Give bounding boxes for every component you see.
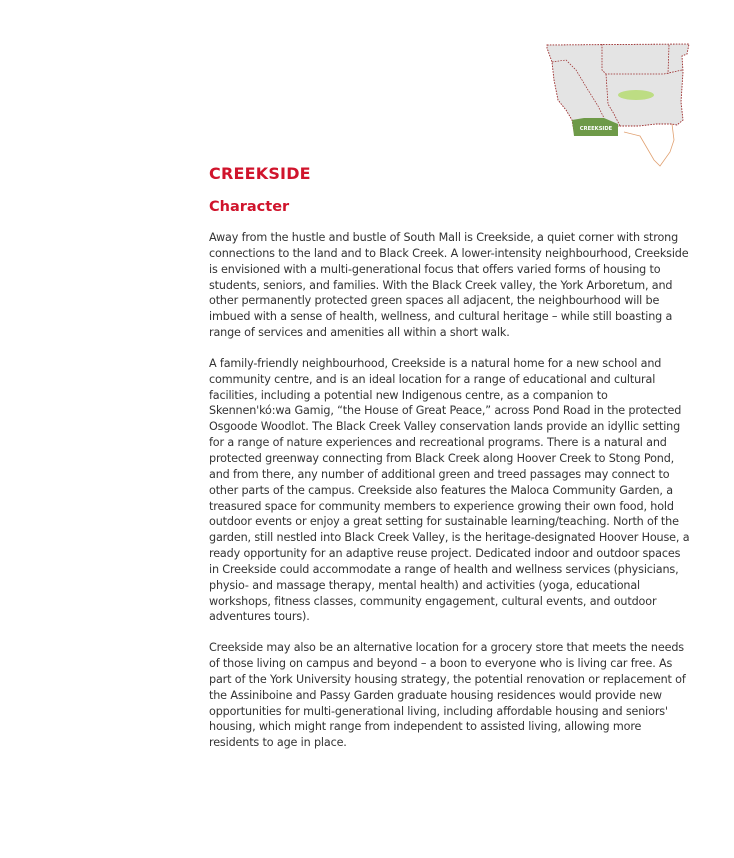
orange-outline-extension bbox=[624, 124, 674, 166]
section-title: CREEKSIDE bbox=[209, 164, 311, 183]
campus-map-graphic bbox=[544, 40, 696, 170]
paragraph-family-friendly: A family-friendly neighbourhood, Creekside is a natural home for a new school and community centre, and is an ideal location for a range of educational and cultural facilities, including a potential new Indigenous centre, as a companion to Skennen'kó:wa Gamig, “the House of Great Peace,” across Pond Road in the protected Osgoode Woodlot. The Black Creek Valley conservation lands provide an idyllic setting for a range of nature experiences and recreational programs. There is a natural and protected greenway connecting from Black Creek along Hoover Creek to Stong Pond, and from there, any number of additional green and treed passages may connect to other parts of the campus. Creekside also features the Maloca Community Garden, a treasured space for community members to experience growing their own food, hold outdoor events or enjoy a great setting for sustainable learning/teaching. North of the garden, still nestled into Black Creek Valley, is the heritage-designated Hoover House, a ready opportunity for an adaptive reuse project. Dedicated indoor and outdoor spaces in Creekside could accommodate a range of health and wellness services (physicians, physio- and massage therapy, mental health) and activities (yoga, educational workshops, fitness classes, community engagement, cultural events, and outdoor adventures tours). bbox=[209, 356, 690, 624]
creekside-map-label: CREEKSIDE bbox=[579, 126, 613, 132]
content-column bbox=[209, 162, 693, 751]
campus-key-map bbox=[544, 40, 696, 170]
section-subtitle: Character bbox=[209, 199, 290, 215]
green-space-blob bbox=[618, 90, 654, 100]
paragraph-grocery-housing: Creekside may also be an alternative location for a grocery store that meets the needs of those living on campus and beyond – a boon to everyone who is living car free. As part of the York University housing strategy, the potential renovation or replacement of the Assiniboine and Passy Garden graduate housing residences would provide new opportunities for multi-generational living, including affordable housing and seniors' housing, which might range from independent to assisted living, allowing more residents to age in place. bbox=[209, 641, 686, 750]
campus-land-shape bbox=[547, 44, 689, 132]
paragraph-intro: Away from the hustle and bustle of South Mall is Creekside, a quiet corner with strong connections to the land and to Black Creek. A lower-intensity neighbourhood, Creekside is envisioned with a multi-generational focus that offers varied forms of housing to students, seniors, and families. With the Black Creek valley, the York Arboretum, and other permanently protected green spaces all adjacent, the neighbourhood will be imbued with a sense of health, wellness, and cultural heritage – while still boasting a range of services and amenities all within a short walk. bbox=[209, 231, 689, 340]
